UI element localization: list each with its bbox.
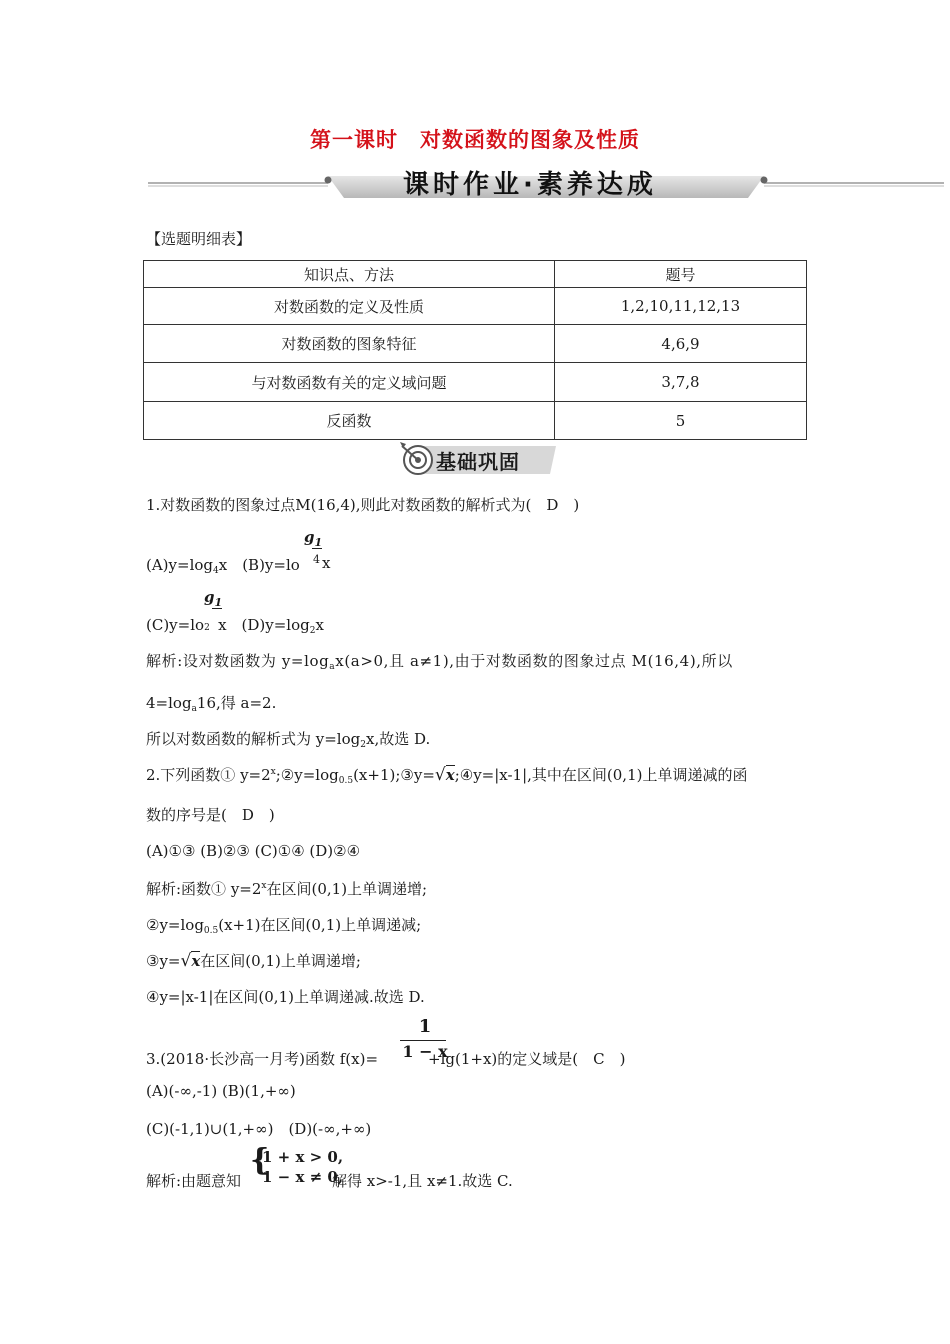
q3-solution-tail: 解得 x>-1,且 x≠1.故选 C. [332,1172,513,1190]
question-2-options: (A)①③ (B)②③ (C)①④ (D)②④ [146,842,361,860]
table-cell: 1,2,10,11,12,13 [555,288,807,325]
table-row [144,325,807,363]
q2-solution-line-4: ④y=|x-1|在区间(0,1)上单调递减.故选 D. [146,988,425,1006]
table-cell: 对数函数的定义及性质 [144,288,555,325]
question-2-stem: 2.下列函数① $y=2^x;②y=\log_{0.5}(x+1);③y=√x;④y=|x-1|$,其中在区间(0,1)上单调递减的函 [146,765,748,786]
table-cell: 4,6,9 [555,325,807,363]
question-3-options-cd: (C)(-1,1)∪(1,+∞) (D)(-∞,+∞) [146,1120,372,1138]
question-3-options-ab: (A)(-∞,-1) (B)(1,+∞) [146,1082,296,1100]
table-header-row [144,261,807,288]
q2-solution-line-1: 解析:函数① $y=2^x$在区间(0,1)上单调递增; [146,880,428,898]
table-row [144,288,807,325]
q1-b-fraction-bar [312,548,322,549]
banner-title: 课时作业·素养达成 [403,170,657,200]
q3-system-line-1: 1 + x > 0, [262,1148,344,1166]
q3-solution-lead: 解析:由题意知 [146,1172,242,1190]
q1-solution-line-3: 所以对数函数的解析式为 $y=\log_2x$,故选 D. [146,730,431,750]
table-row [144,363,807,402]
q1-solution-line-2: $4=\log_a16$,得 a=2. [146,694,277,714]
table-cell: 反函数 [144,402,555,440]
q1-c-fraction-bar [212,608,222,609]
question-2-stem-line-2: 数的序号是( D ) [146,806,275,824]
q1-b-g: $g_1$ [304,528,323,549]
q3-system-line-2: 1 − x ≠ 0, [262,1168,344,1186]
table-cell: 与对数函数有关的定义域问题 [144,363,555,402]
question-1-options-ab: $(A)y=\log_4x$ (B)y=lo [146,556,300,576]
table-header-cell: 知识点、方法 [144,261,555,288]
question-3-stem: 3.(2018·长沙高一月考)函数 f(x)= +lg(1+x)的定义域是( C ) [146,1050,626,1068]
question-1-stem: 1.对数函数的图象过点M(16,4),则此对数函数的解析式为( D ) [146,496,580,514]
page-title: 第一课时 对数函数的图象及性质 [310,128,640,152]
q1-b-den: 4 [313,553,320,566]
table-row [144,402,807,440]
question-1-options-cd: (C)y=lo2 x $(D)y=\log_2x$ [146,616,324,636]
q3-fraction-numerator: 1 [418,1016,432,1037]
q3-fraction-denominator: 1 − x [402,1042,448,1061]
q1-solution-line-1: 解析:设对数函数为 $y=\log_ax(a>0$,且 a≠1),由于对数函数的图象过点 M(16,4),所以 [146,652,733,672]
q1-b-tail: x [322,554,331,572]
topic-table [143,260,807,440]
q2-solution-line-2: $②y=\log_{0.5}(x+1)$在区间(0,1)上单调递减; [146,916,422,936]
table-cell: 对数函数的图象特征 [144,325,555,363]
left-brace-icon: { [250,1143,270,1178]
table-cell: 5 [555,402,807,440]
q1-c-g: $g_1$ [204,588,223,609]
table-cell: 3,7,8 [555,363,807,402]
section-title: 基础巩固 [436,450,520,474]
q2-solution-line-3: ③y=√x在区间(0,1)上单调递增; [146,951,361,971]
table-header-cell: 题号 [555,261,807,288]
table-caption: 【选题明细表】 [146,230,252,248]
q3-fraction-bar [400,1040,446,1041]
